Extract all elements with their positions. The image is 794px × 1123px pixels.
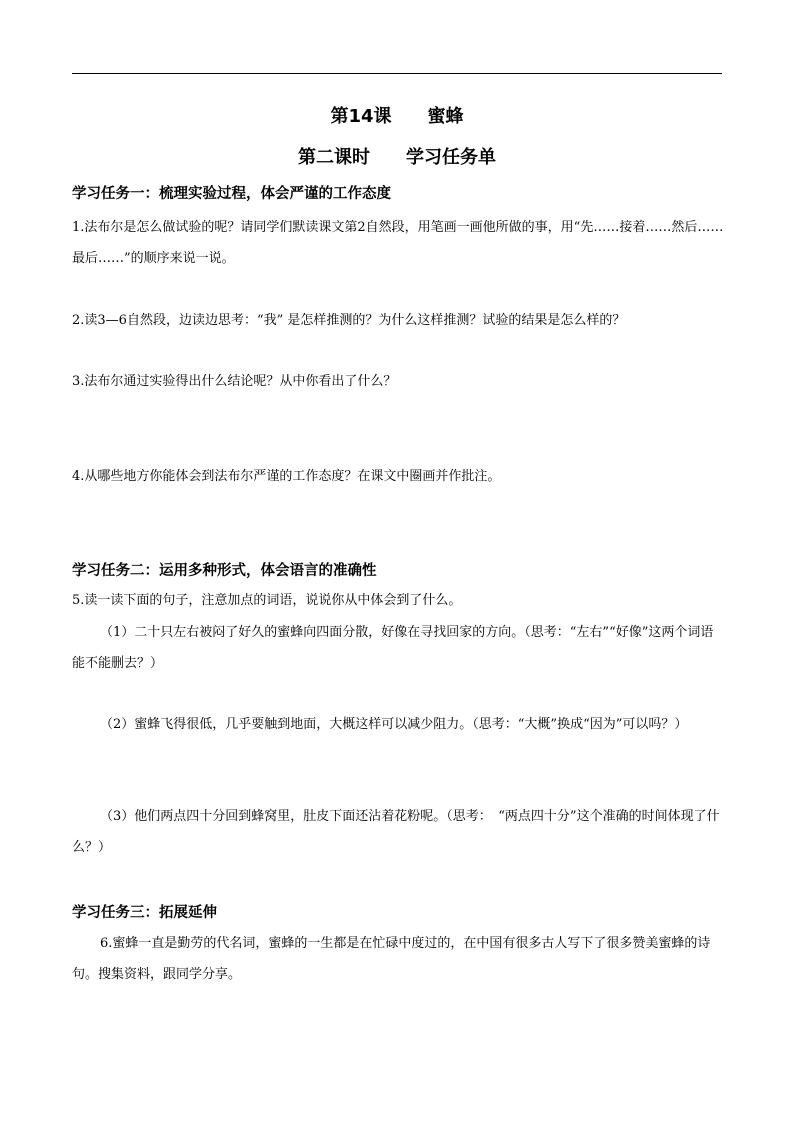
- sentence-3: （3）他们两点四十分回到蜂窝里，肚皮下面还沾着花粉呢。（思考： “两点四十分”这个准确的时间体现了什么？）: [72, 809, 720, 855]
- question-6: 6.蜜蜂一直是勤劳的代名词，蜜蜂的一生都是在忙碌中度过的，在中国有很多古人写下了很多赞美蜜蜂的诗句。搜集资料，跟同学分享。: [72, 936, 711, 982]
- lesson-title: 第14课 蜜蜂: [330, 106, 464, 127]
- task2-heading: 学习任务二：运用多种形式，体会语言的准确性: [72, 563, 377, 579]
- question-1: 1.法布尔是怎么做试验的呢？请同学们默读课文第2自然段，用笔画一画他所做的事，用“先……接着……然后……最后……”的顺序来说一说。: [72, 220, 724, 266]
- header-rule: [72, 73, 722, 74]
- lesson-subtitle: 第二课时 学习任务单: [298, 147, 496, 168]
- question-3: 3.法布尔通过实验得出什么结论呢？从中你看出了什么？: [72, 374, 397, 389]
- question-2: 2.读3—6自然段，边读边思考：“我” 是怎样推测的？为什么这样推测？试验的结果是怎么样的？: [72, 313, 626, 328]
- sentence-2: （2）蜜蜂飞得很低，几乎要触到地面，大概这样可以减少阻力。（思考：“大概”换成“因为”可以吗？）: [100, 717, 688, 732]
- task1-heading: 学习任务一：梳理实验过程，体会严谨的工作态度: [72, 186, 391, 202]
- question-4: 4.从哪些地方你能体会到法布尔严谨的工作态度？在课文中圈画并作批注。: [72, 469, 501, 484]
- sentence-1: （1）二十只左右被闷了好久的蜜蜂向四面分散，好像在寻找回家的方向。（思考：“左右”“好像”这两个词语能不能删去？）: [72, 625, 714, 671]
- question-5: 5.读一读下面的句子，注意加点的词语，说说你从中体会到了什么。: [72, 593, 462, 608]
- task3-heading: 学习任务三：拓展延伸: [72, 905, 217, 921]
